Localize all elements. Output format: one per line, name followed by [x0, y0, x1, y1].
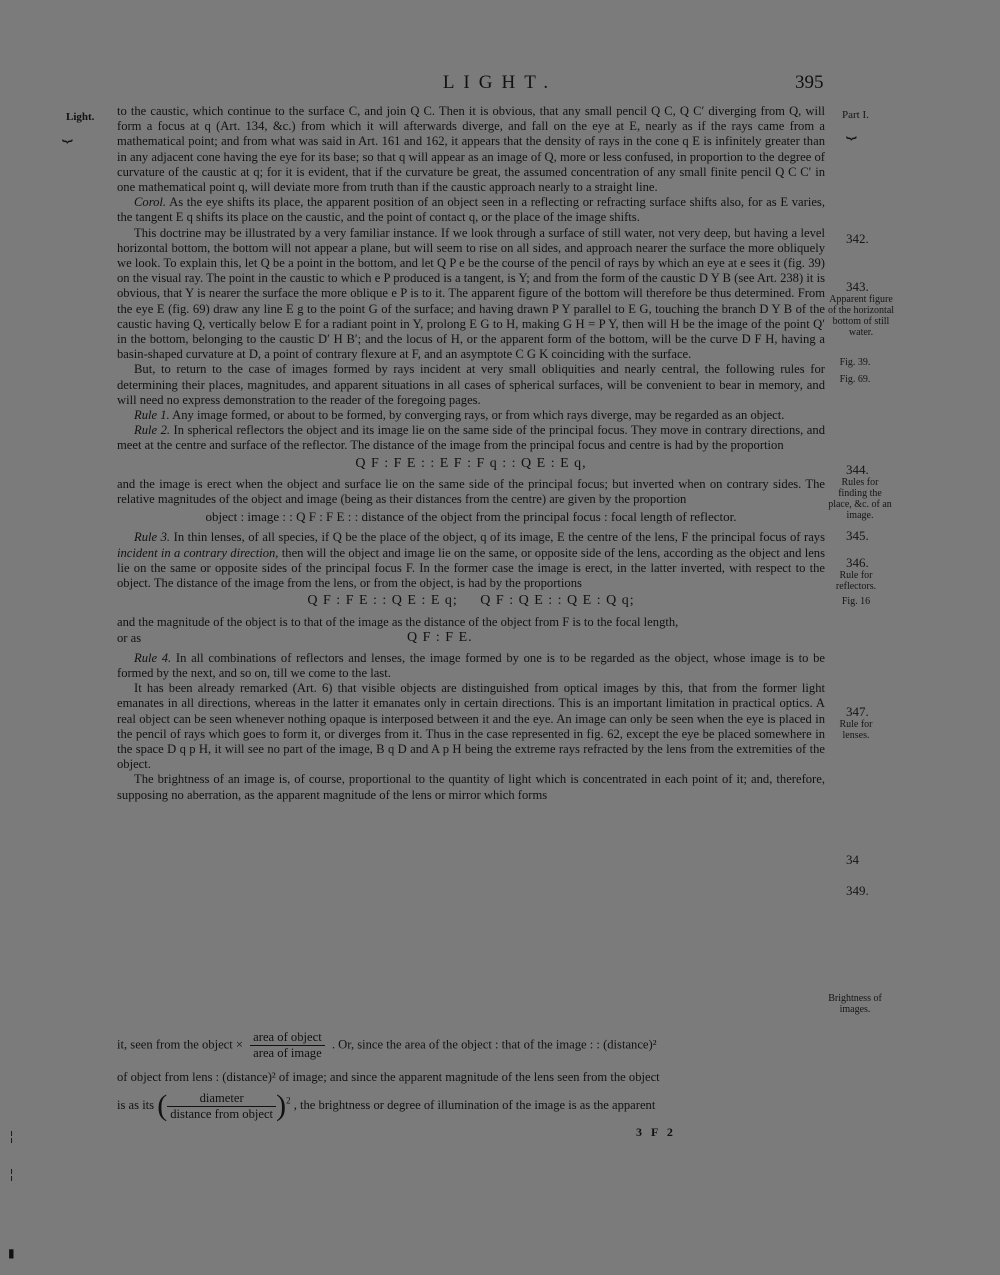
or-as-label: or as: [117, 630, 142, 645]
art-number-346: 346.: [846, 555, 869, 570]
or-as-row: [117, 630, 825, 647]
fraction-exponent: 2: [286, 1095, 291, 1106]
margin-note-344: Rules for finding the place, &c. of an image.: [828, 477, 892, 521]
margin-fig-16: Fig. 16: [841, 596, 871, 607]
art-number-345: 345.: [846, 528, 869, 543]
rule-4-text: In all combinations of reflectors and lenses, the image formed by one is to be regarded as the object, whose image is to be formed by the next, and so on, till we come to the last.: [117, 650, 825, 680]
binding-mark-icon: ▮: [8, 1246, 15, 1260]
right-brace-icon: ⏟: [846, 119, 857, 139]
equation-2: object : image : : Q F : F E : : distance of the object from the principal focus : focal length of reflector.: [205, 509, 737, 525]
corol-text: As the eye shifts its place, the apparent position of an object seen in a reflecting or refracting surface shifts also, for as E varies, the tangent E q shifts its place on the caustic, and the point of contact q, or the place of the image shifts.: [117, 195, 825, 225]
paragraph-magnitude: and the magnitude of the object is to that of the image as the distance of the object from F is to the focal length,: [117, 614, 679, 629]
rule-1-text: Any image formed, or about to be formed, by converging rays, or from which rays diverge, may be regarded as an object.: [172, 408, 785, 423]
paragraph-image-erect: and the image is erect when the object and surface lie on the same side of the principal focus; but inverted when on contrary sides. The relative magnitudes of the object and image (being as their distances from the centre) are given by the proportion: [117, 476, 825, 507]
margin-note-343: Apparent figure of the horizontal bottom of still water.: [827, 294, 895, 338]
art-number-343: 343.: [846, 279, 869, 294]
margin-fig-69: Fig. 69.: [839, 374, 871, 385]
equation-4: Q F : F E.: [407, 629, 473, 645]
art-number-342: 342.: [846, 231, 869, 246]
fraction-diameter: [167, 1091, 276, 1122]
binding-mark-icon: ╎: [8, 1130, 16, 1144]
equation-1: Q F : F E : : E F : F q : : Q E : E q,: [355, 455, 587, 471]
equation-3: Q F : F E : : Q E : E q; Q F : Q E : : Q E : Q q;: [307, 593, 635, 609]
paragraph-1: to the caustic, which continue to the surface C, and join Q C. Then it is obvious, that any small pencil Q C, Q C′ diverging from Q, will form a focus at q (Art. 134, &c.) from which it will afterwards diverge, and fall on the eye at E, nearly as if the rays came from a mathematical point; and from what was said in Art. 161 and 162, it appears that the density of rays in the cone q E is infinitely greater than in any adjacent cone having the eye for its base; so that q will appear as an image of Q, more or less confused, in proportion to the degree of curvature of the caustic at q; for it is evident, that if the curvature be great, the assumed concentration of any small finite pencil Q C C′ in one mathematical point q, will deviate more from truth than if the caustic approach nearly to a straight line.: [117, 104, 825, 195]
paragraph-still-water: This doctrine may be illustrated by a very familiar instance. If we look through a surface of still water, not very deep, but having a level horizontal bottom, the bottom will not appear a plane, but will seem to rise on all sides, and approach nearer the surface the more obliquely we look. To explain this, let Q be a point in the bottom, and let Q P e be the course of the pencil of rays by which an eye at e sees it (fig. 39) on the visual ray. The point in the caustic to which e P produced is a tangent, is Y; and from the form of the caustic D Y B (see Art. 238) it is obvious, that Y is nearer the surface the more oblique e P is to it. The apparent figure of the bottom will therefore be thus determined. From the eye E (fig. 69) draw any line E g to the point G of the surface; and having drawn P Y parallel to E G, touching the branch D Y B of the caustic having Q, vertically below E for a radiant point in Y, prolong E G to H, making G H = P Y, then will H be the image of the point Q′ in the bottom, belonging to the caustic D′ H B′; and the locus of H, or the apparent form of the bottom, will be the curve D F H, having a basin-shaped curvature at D, a point of contrary flexure at F, and an asymptote C G K coinciding with the surface.: [117, 225, 825, 362]
signature-mark: 3 F 2: [636, 1125, 676, 1139]
fraction-diameter-denominator: distance from object: [170, 1106, 274, 1121]
right-margin-part: Part I.: [842, 109, 869, 121]
rule-1: [117, 408, 825, 423]
margin-note-346: Rule for reflectors.: [835, 570, 877, 592]
formula-1-pre: it, seen from the object ×: [117, 1037, 244, 1052]
formula-line-2: of object from lens : (distance)² of image; and since the apparent magnitude of the lens seen from the object: [117, 1070, 660, 1084]
fraction-area: [250, 1030, 325, 1061]
paragraph-corol: [117, 195, 825, 225]
formula-3-post: , the brightness or degree of illumination of the image is as the apparent: [293, 1097, 656, 1112]
paren-close: ): [276, 1089, 287, 1122]
paragraph-visible-objects: It has been already remarked (Art. 6) that visible objects are distinguished from optical images by this, that from the former light emanates in all directions, whereas in the latter it emanates only in certain directions. This is an important limitation in practical optics. A real object can be seen whenever nothing opaque is interposed between it and the eye. An image can only be seen when the eye is placed in the pencil of rays which goes to form it, or diverges from it. Thus in the case represented in fig. 62, except the eye be placed somewhere in the space D q p H, it will see no part of the image, B q D and A p H being the extreme rays refracted by the lens from the extremities of the object.: [117, 681, 825, 772]
rule-2: [117, 423, 825, 453]
formula-3-pre: is as its: [117, 1097, 155, 1112]
rule-1-lead: Rule 1.: [134, 408, 170, 423]
fraction-area-denominator: area of image: [253, 1046, 322, 1060]
rule-2-lead: Rule 2.: [134, 423, 171, 438]
fraction-area-numerator: area of object: [250, 1030, 325, 1046]
paragraph-return: But, to return to the case of images formed by rays incident at very small obliquities and nearly central, the following rules for determining their places, magnitudes, and apparent situations in all cases of spherical surfaces, will be convenient to bear in memory, and will need no express demonstration to the reader of the foregoing pages.: [117, 362, 825, 407]
art-number-347: 347.: [846, 704, 869, 719]
art-number-349: 349.: [846, 883, 869, 898]
art-number-348: 34: [846, 852, 859, 867]
left-brace-icon: ⏟: [62, 122, 73, 142]
rule-4: [117, 651, 825, 681]
corol-lead: Corol.: [134, 195, 167, 210]
margin-fig-39: Fig. 39.: [839, 357, 871, 368]
rule-2-text: In spherical reflectors the object and its image lie on the same side of the principal focus. They move in contrary directions, and meet at the centre and surface of the reflector. The distance of the image from the principal focus and centre is had by the proportion: [117, 423, 825, 453]
left-margin-label: Light.: [66, 111, 95, 123]
rule-3-lead: Rule 3.: [134, 530, 171, 545]
margin-note-brightness: Brightness of images.: [828, 993, 882, 1015]
binding-mark-icon: ╎: [8, 1168, 16, 1182]
formula-line-1: [117, 1030, 825, 1061]
rule-4-lead: Rule 4.: [134, 650, 172, 665]
art-number-344: 344.: [846, 462, 869, 477]
rule-3-text-a: In thin lenses, of all species, if Q be the place of the object, q of its image, E the centre of the lens, F the principal focus of rays: [173, 530, 825, 545]
fraction-diameter-numerator: diameter: [167, 1091, 276, 1107]
formula-1-post: . Or, since the area of the object : that of the image : : (distance)²: [331, 1037, 657, 1052]
formula-line-3: [117, 1089, 825, 1123]
page-number: 395: [795, 72, 824, 93]
page-header-title: LIGHT.: [442, 72, 558, 93]
paren-open: (: [157, 1089, 168, 1122]
margin-note-347: Rule for lenses.: [839, 719, 873, 741]
rule-3-italic: incident in a contrary direction,: [117, 545, 279, 560]
rule-3: [117, 530, 825, 591]
paragraph-brightness: The brightness of an image is, of course, proportional to the quantity of light which is concentrated in each point of it; and, therefore, supposing no aberration, as the apparent magnitude of the lens or mirror which forms: [117, 772, 825, 802]
rule-3-text-b: then will the object and image lie on the same, or opposite side of the lens, according as the object and lens lie on the same or opposite sides of the principal focus F. In the former case the image is erect, in the latter inverted, with respect to the object. The distance of the image from the lens, or from the object, is had by the proportions: [117, 545, 826, 591]
main-text: [117, 104, 825, 803]
